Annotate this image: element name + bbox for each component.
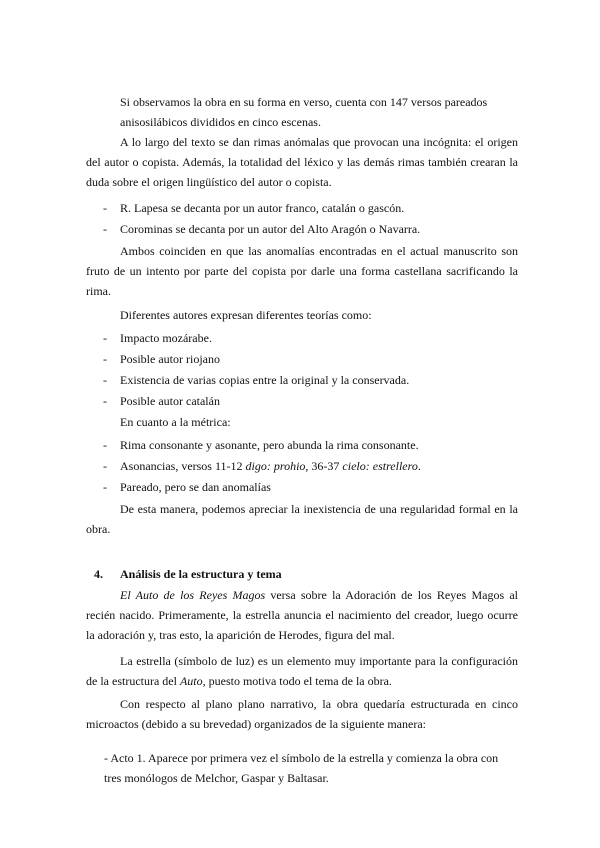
star-symbol-text: La estrella (símbolo de luz) es un elemento muy importante para la configuración de la estructura del [86,654,518,688]
list-dash: - [103,331,107,345]
paragraph-conclusion: De esta manera, podemos apreciar la inexistencia de una regularidad formal en la obra. [86,502,518,536]
auto-summary-text: versa sobre la Adoración de los Reyes Magos al recién nacido. Primeramente, la estrella anuncia el nacimiento del creador, luego ocurre la adoración y, tras esto, la aparición de Herodes, figura del mal. [86,588,518,642]
section-number: 4. [94,567,103,581]
section-title: Análisis de la estructura y tema [120,567,282,581]
paragraph-narrative-plan: Con respecto al plano plano narrativo, la obra quedaría estructurada en cinco microactos (debido a su brevedad) organizados de la siguiente manera: [86,697,518,731]
work-title: El Auto de los Reyes Magos [120,588,266,602]
list-item-text: Pareado, pero se dan anomalías [120,480,271,494]
section-heading [94,564,282,584]
assonance-prefix: Asonancias, versos 11-12 [120,459,246,473]
list-dash: - [103,459,107,473]
list-item-text: Existencia de varias copias entre la original y la conservada. [120,373,410,387]
paragraph-both-coincide: Ambos coinciden en que las anomalías encontradas en el actual manuscrito son fruto de un intento por parte del copista por darle una forma castellana sacrificando la rima. [86,244,518,298]
list-item-text: Impacto mozárabe. [120,331,212,345]
list-dash: - [103,201,107,215]
auto-italic: Auto [179,674,203,688]
list-dash: - [103,222,107,236]
paragraph-intro-line2: anisosilábicos divididos en cinco escenas. [120,115,321,129]
act-1-line1: - Acto 1. Aparece por primera vez el símbolo de la estrella y comienza la obra con [104,751,499,765]
list-dash: - [103,438,107,452]
assonance-example-2: cielo: estrellero [342,459,418,473]
paragraph-metric-intro: En cuanto a la métrica: [120,415,231,429]
paragraph-auto-summary [86,585,518,645]
paragraph-theories-intro: Diferentes autores expresan diferentes teorías como: [120,308,372,322]
assonance-middle: , 36-37 [305,459,343,473]
list-item-text: Rima consonante y asonante, pero abunda la rima consonante. [120,438,419,452]
assonance-suffix: . [417,459,421,473]
assonance-example-1: digo: prohio [245,459,306,473]
list-item-text: R. Lapesa se decanta por un autor franco, catalán o gascón. [120,201,405,215]
list-item-text: Posible autor riojano [120,352,220,366]
paragraph-star-symbol [86,651,518,691]
list-dash: - [103,480,107,494]
list-dash: - [103,373,107,387]
act-1-line2: tres monólogos de Melchor, Gaspar y Baltasar. [104,771,329,785]
list-dash: - [103,352,107,366]
list-item-text: Posible autor catalán [120,394,220,408]
list-item-text: Corominas se decanta por un autor del Alto Aragón o Navarra. [120,222,421,236]
star-symbol-suffix: , puesto motiva todo el tema de la obra. [202,674,392,688]
paragraph-intro-line1: Si observamos la obra en su forma en verso, cuenta con 147 versos pareados [120,95,488,109]
list-dash: - [103,394,107,408]
list-item-text [120,456,518,476]
paragraph-anomalous-rhymes: A lo largo del texto se dan rimas anómalas que provocan una incógnita: el origen del autor o copista. Además, la totalidad del léxico y las demás rimas también crearan la duda sobre el origen lingüístico del autor o copista. [86,135,518,189]
